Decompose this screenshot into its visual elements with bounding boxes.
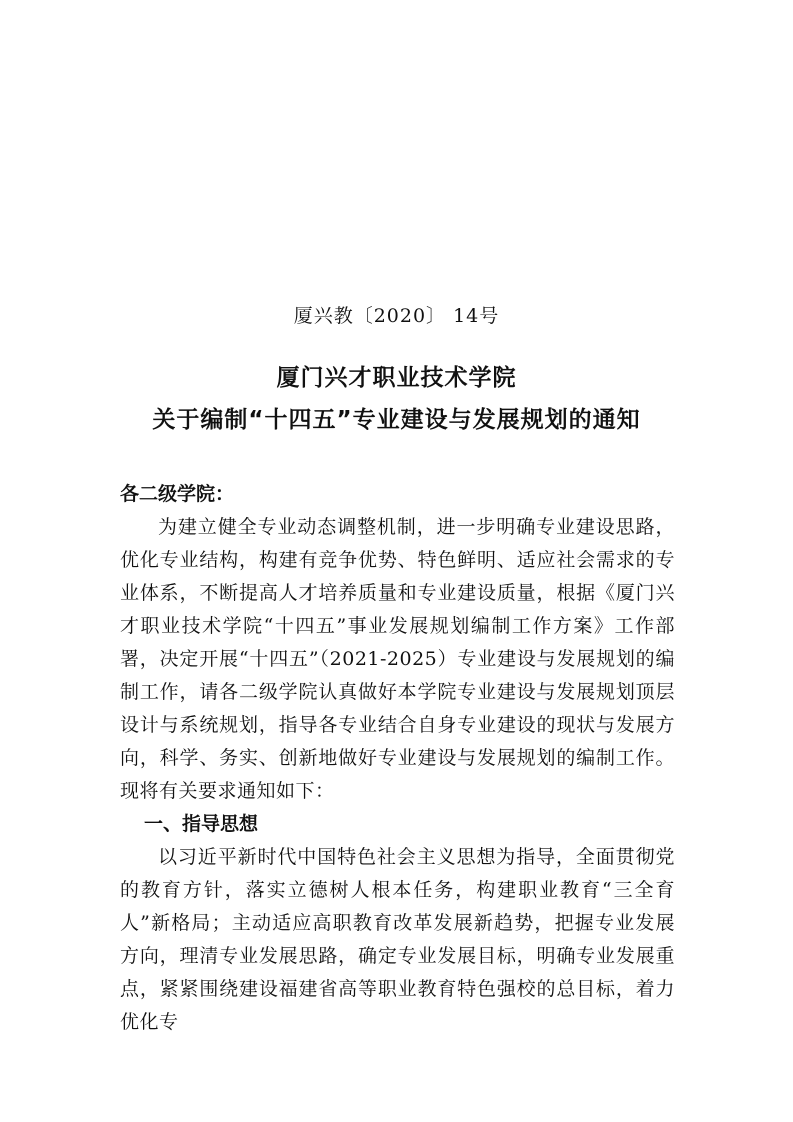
salutation: 各二级学院： xyxy=(120,483,235,505)
section-heading-guiding-ideology: 一、指导思想 xyxy=(144,813,259,835)
document-number: 厦兴教〔2020〕 14号 xyxy=(293,305,500,327)
document-title-line-1: 厦门兴才职业技术学院 xyxy=(276,365,517,391)
document-body xyxy=(120,478,675,1039)
intro-paragraph: 为建立健全专业动态调整机制，进一步明确专业建设思路，优化专业结构，构建有竞争优势、特色鲜明、适应社会需求的专业体系，不断提高人才培养质量和专业建设质量，根据《厦门兴才职业技术学院“十四五”事业发展规划编制工作方案》工作部署，决定开展“十四五”（2021-2025）专业建设与发展规划的编制工作，请各二级学院认真做好本学院专业建设与发展规划顶层设计与系统规划，指导各专业结合自身专业建设的现状与发展方向，科学、务实、创新地做好专业建设与发展规划的编制工作。现将有关要求通知如下： xyxy=(120,516,675,802)
document-title-line-2: 关于编制“十四五”专业建设与发展规划的通知 xyxy=(152,407,641,433)
section-paragraph-guiding-ideology: 以习近平新时代中国特色社会主义思想为指导，全面贯彻党的教育方针，落实立德树人根本任务，构建职业教育“三全育人”新格局；主动适应高职教育改革发展新趋势，把握专业发展方向，理清专业发展思路，确定专业发展目标，明确专业发展重点，紧紧围绕建设福建省高等职业教育特色强校的总目标，着力优化专 xyxy=(120,846,675,1033)
